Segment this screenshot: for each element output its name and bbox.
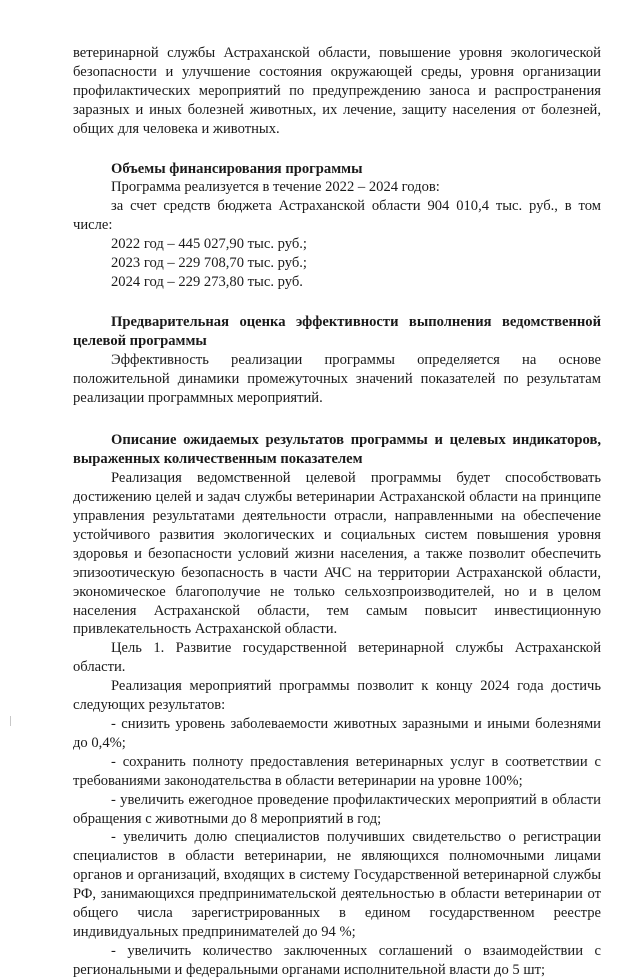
results-intro: Реализация мероприятий программы позволит к концу 2024 года достичь следующих результатов:	[73, 678, 601, 714]
funding-year-2023: 2023 год – 229 708,70 тыс. руб.;	[111, 255, 307, 272]
efficiency-text: Эффективность реализации программы определяется на основе положительной динамики промежуточных значений показателей по результатам реализации программных мероприятий.	[73, 351, 601, 406]
result-item: - увеличить количество заключенных соглашений о взаимодействии с региональными и федеральными органами исполнительной власти до 5 шт;	[73, 942, 601, 978]
funding-total: за счет средств бюджета Астраханской области 904 010,4 тыс. руб., в том числе:	[73, 198, 601, 234]
intro-paragraph: ветеринарной службы Астраханской области, повышение уровня экологической безопасности и улучшение состояния окружающей среды, уровня организации профилактических мероприятий по предупреждению заноса и распространения заразных и иных болезней животных, их лечение, защиту населения от болезней, общих для человека и животных.	[73, 45, 601, 137]
efficiency-heading: Предварительная оценка эффективности выполнения ведомственной целевой программы	[73, 313, 601, 349]
results-section	[73, 431, 601, 979]
funding-year-2022: 2022 год – 445 027,90 тыс. руб.;	[111, 236, 307, 253]
funding-year-2024: 2024 год – 229 273,80 тыс. руб.	[111, 273, 303, 290]
results-paragraph: Реализация ведомственной целевой программы будет способствовать достижению целей и задач службы ветеринарии Астраханской области на принципе управления результатами деятельности отрасли, направленными на обеспечение устойчивого развития экологических и социальных систем повышения уровня здоровья и безопасности условий жизни населения, а также позволит обеспечить эпизоотическую безопасность в части АЧС на территории Астраханской области, экономическое благополучие не только сельхозпроизводителей, но и в целом населения Астраханской области, тем самым повысит инвестиционную привлекательность Астраханской области.	[73, 470, 601, 638]
result-item: - сохранить полноту предоставления ветеринарных услуг в соответствии с требованиями законодательства в области ветеринарии на уровне 100%;	[73, 753, 601, 789]
result-item: - снизить уровень заболеваемости животных заразными и иными болезнями до 0,4%;	[73, 716, 601, 751]
goal-paragraph: Цель 1. Развитие государственной ветеринарной службы Астраханской области.	[73, 640, 601, 676]
funding-heading: Объемы финансирования программы	[111, 160, 363, 177]
scan-mark	[10, 716, 11, 726]
results-heading: Описание ожидаемых результатов программы и целевых индикаторов, выраженных количественным показателем	[73, 432, 601, 468]
efficiency-section	[73, 313, 601, 408]
funding-period: Программа реализуется в течение 2022 – 2024 годов:	[111, 179, 440, 196]
result-item: - увеличить долю специалистов получивших свидетельство о регистрации специалистов в области ветеринарии, не являющихся полномочными лицами органов и организаций, входящих в систему Государственной ветеринарной службы РФ, занимающихся предпринимательской деятельностью в области ветеринарии от общего числа зарегистрированных в едином государственном реестре индивидуальных предпринимателей до 94 %;	[73, 829, 601, 940]
result-item: - увеличить ежегодное проведение профилактических мероприятий в области обращения с животными до 8 мероприятий в год;	[73, 791, 601, 827]
funding-section	[73, 160, 601, 292]
